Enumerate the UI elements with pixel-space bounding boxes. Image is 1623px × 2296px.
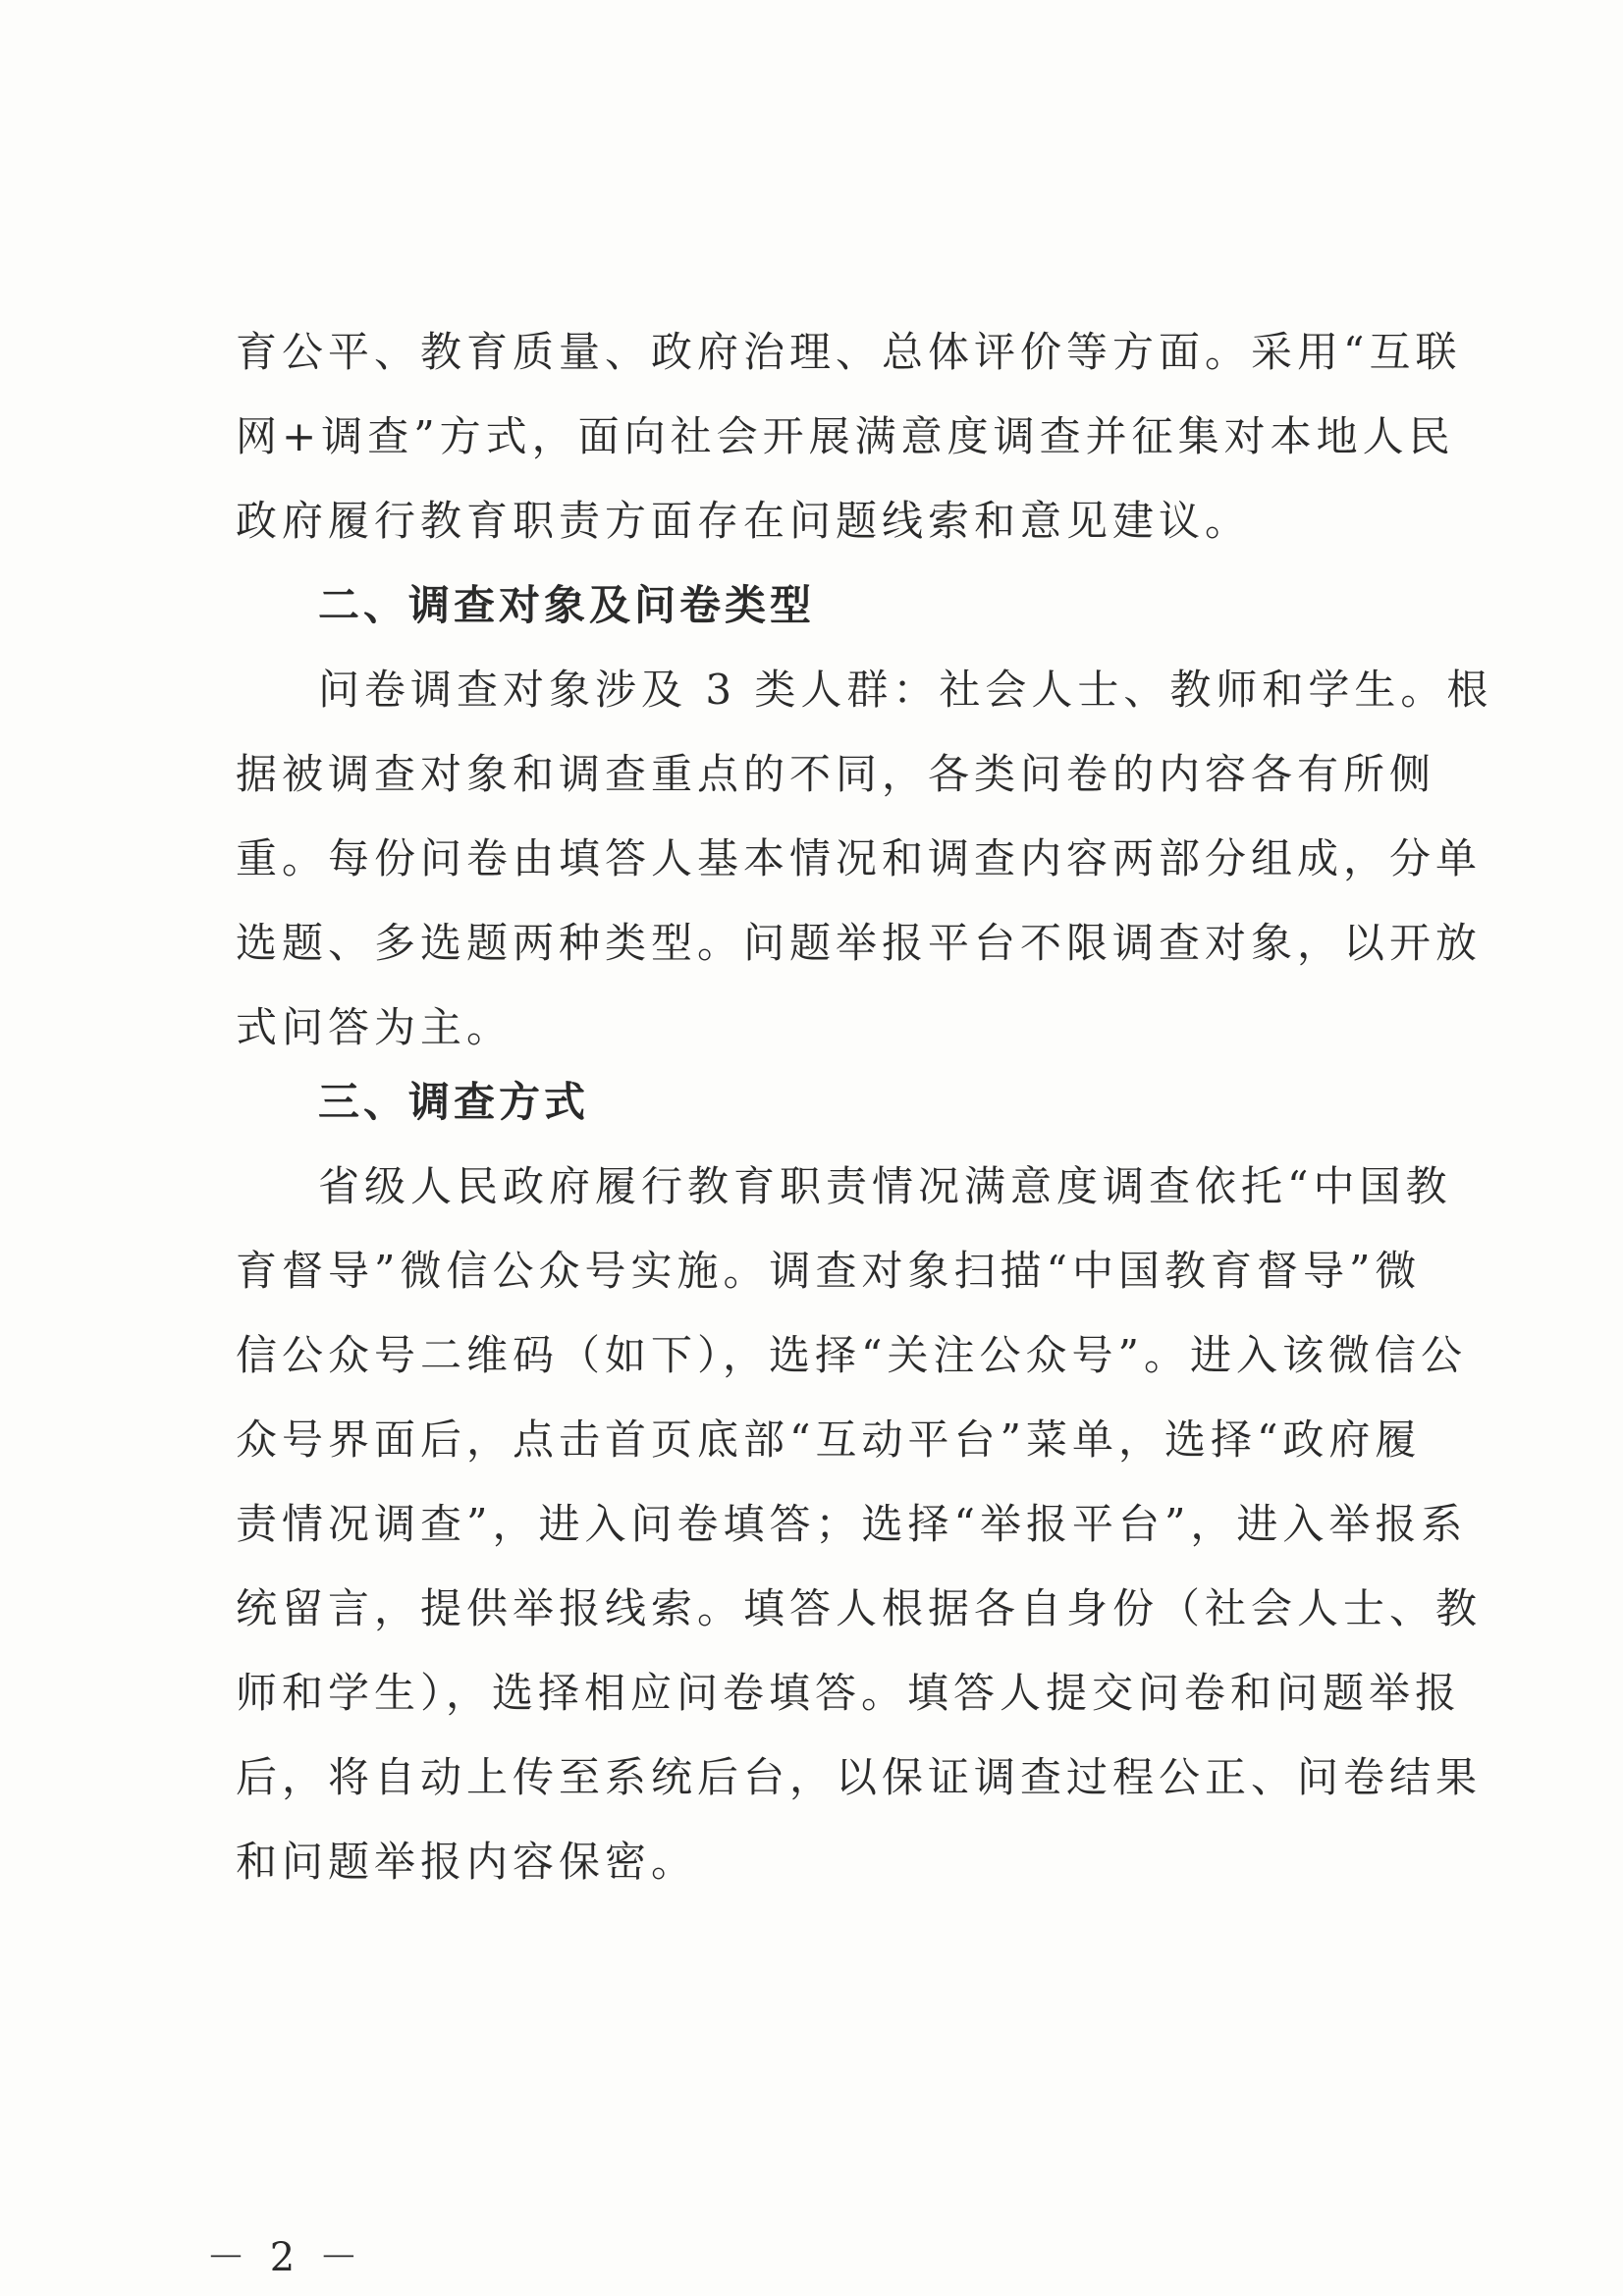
- paragraph-line: 政府履行教育职责方面存在问题线索和意见建议。: [236, 497, 1252, 545]
- paragraph-line: 式问答为主。: [236, 1003, 514, 1051]
- paragraph-line: 和问题举报内容保密。: [236, 1838, 698, 1886]
- section-heading: 三、调查方式: [318, 1078, 590, 1126]
- paragraph-line: 育公平、教育质量、政府治理、总体评价等方面。采用“互联: [236, 328, 1462, 376]
- paragraph-line: 责情况调查”，进入问卷填答；选择“举报平台”，进入举报系: [236, 1500, 1468, 1548]
- section-heading: 二、调查对象及问卷类型: [318, 581, 816, 629]
- paragraph-line: 后，将自动上传至系统后台，以保证调查过程公正、问卷结果: [236, 1753, 1483, 1801]
- paragraph-line: 统留言，提供举报线索。填答人根据各自身份（社会人士、教: [236, 1584, 1483, 1632]
- paragraph-line: 据被调查对象和调查重点的不同，各类问卷的内容各有所侧: [236, 750, 1436, 798]
- paragraph-line: 省级人民政府履行教育职责情况满意度调查依托“中国教: [318, 1162, 1452, 1210]
- paragraph-line: 师和学生），选择相应问卷填答。填答人提交问卷和问题举报: [236, 1669, 1462, 1717]
- paragraph-line: 信公众号二维码（如下），选择“关注公众号”。进入该微信公: [236, 1331, 1467, 1379]
- paragraph-line: 选题、多选题两种类型。问题举报平台不限调查对象，以开放: [236, 919, 1483, 967]
- paragraph-line: 育督导”微信公众号实施。调查对象扫描“中国教育督导”微: [236, 1247, 1422, 1295]
- paragraph-line: 众号界面后，点击首页底部“互动平台”菜单，选择“政府履: [236, 1415, 1422, 1464]
- paragraph-line: 重。每份问卷由填答人基本情况和调查内容两部分组成，分单: [236, 834, 1483, 882]
- paragraph-line: 网+调查”方式，面向社会开展满意度调查并征集对本地人民: [236, 412, 1455, 460]
- page-number: － 2 －: [206, 2235, 364, 2280]
- paragraph-line: 问卷调查对象涉及 3 类人群：社会人士、教师和学生。根: [318, 666, 1493, 714]
